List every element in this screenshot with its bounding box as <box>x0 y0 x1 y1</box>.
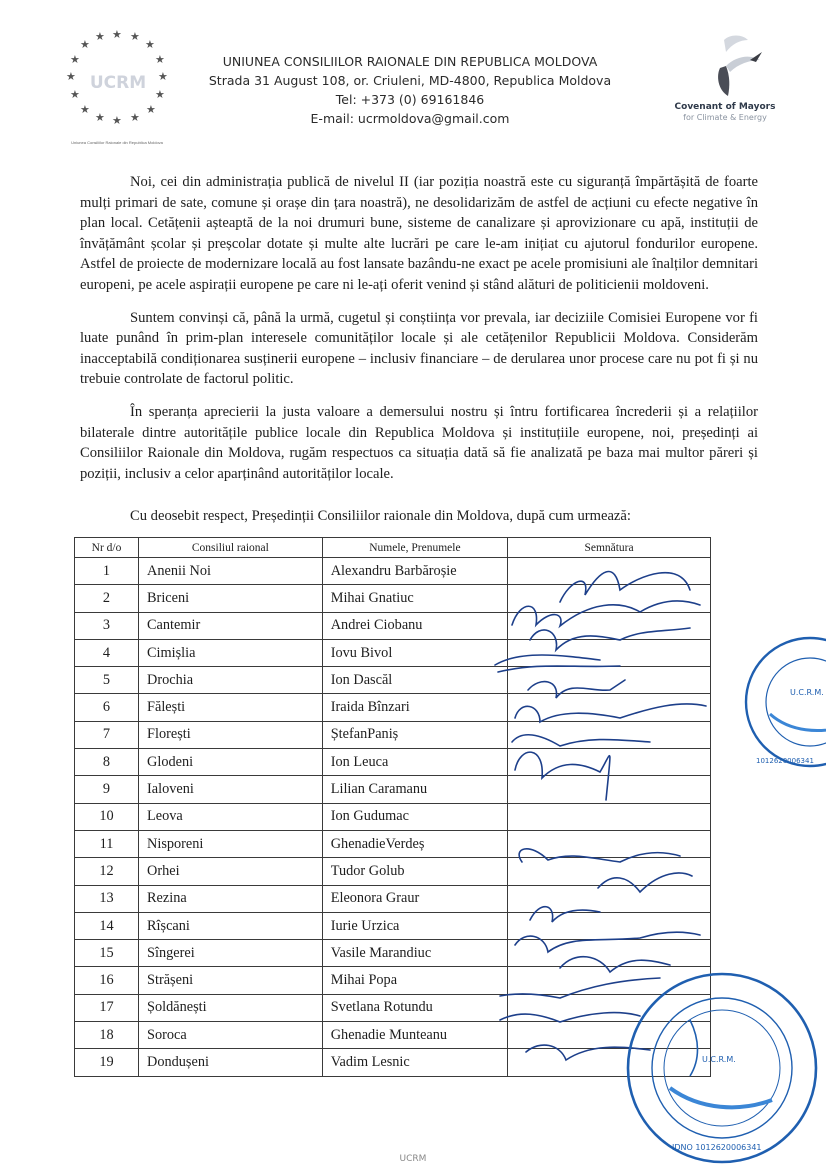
signature-cell <box>508 749 711 776</box>
council-name: Rîșcani <box>139 912 323 939</box>
council-name: Cimișlia <box>139 639 323 666</box>
row-number: 11 <box>75 830 139 857</box>
svg-text:★: ★ <box>112 28 122 41</box>
column-header-number: Nr d/o <box>75 538 139 558</box>
president-name: Lilian Caramanu <box>322 776 507 803</box>
president-name: Iraida Bînzari <box>322 694 507 721</box>
council-name: Sîngerei <box>139 940 323 967</box>
row-number: 17 <box>75 994 139 1021</box>
council-name: Nisporeni <box>139 830 323 857</box>
council-name: Ialoveni <box>139 776 323 803</box>
signature-cell <box>508 912 711 939</box>
council-name: Orhei <box>139 858 323 885</box>
table-row <box>75 667 711 694</box>
table-row <box>75 776 711 803</box>
signature-cell <box>508 776 711 803</box>
letterhead <box>0 0 826 165</box>
row-number: 4 <box>75 639 139 666</box>
svg-text:★: ★ <box>130 111 140 124</box>
row-number: 6 <box>75 694 139 721</box>
council-name: Fălești <box>139 694 323 721</box>
svg-text:★: ★ <box>95 111 105 124</box>
signature-cell <box>508 830 711 857</box>
council-name: Strășeni <box>139 967 323 994</box>
table-row <box>75 721 711 748</box>
table-row <box>75 639 711 666</box>
signature-cell <box>508 858 711 885</box>
table-row <box>75 940 711 967</box>
signature-cell <box>508 694 711 721</box>
svg-text:★: ★ <box>95 30 105 43</box>
svg-text:★: ★ <box>145 38 155 51</box>
organization-name: UNIUNEA CONSILIILOR RAIONALE DIN REPUBLICA MOLDOVA <box>222 54 598 69</box>
organization-email: E-mail: ucrmoldova@gmail.com <box>310 111 510 126</box>
president-name: Ghenadie Munteanu <box>322 1022 507 1049</box>
svg-text:★: ★ <box>70 53 80 66</box>
svg-text:★: ★ <box>155 88 165 101</box>
table-header-row <box>75 538 711 558</box>
svg-text:★: ★ <box>130 30 140 43</box>
ucrm-logo <box>52 18 182 148</box>
president-name: Andrei Ciobanu <box>322 612 507 639</box>
row-number: 8 <box>75 749 139 776</box>
page-footer: UCRM <box>399 1154 427 1164</box>
table-row <box>75 1022 711 1049</box>
closing-line: Cu deosebit respect, Președinții Consiliilor raionale din Moldova, după cum urmează: <box>130 508 631 524</box>
signature-cell <box>508 612 711 639</box>
president-name: Alexandru Barbăroșie <box>322 558 507 585</box>
svg-text:★: ★ <box>112 114 122 127</box>
row-number: 18 <box>75 1022 139 1049</box>
table-row <box>75 1049 711 1076</box>
row-number: 1 <box>75 558 139 585</box>
council-name: Soroca <box>139 1022 323 1049</box>
small-stamp <box>746 638 826 766</box>
table-row <box>75 558 711 585</box>
president-name: Vadim Lesnic <box>322 1049 507 1076</box>
svg-text:★: ★ <box>66 70 76 83</box>
signature-cell <box>508 940 711 967</box>
ucrm-logo-caption: Uniunea Consiliilor Raionale din Republica Moldova <box>71 140 163 145</box>
council-name: Cantemir <box>139 612 323 639</box>
president-name: Vasile Marandiuc <box>322 940 507 967</box>
row-number: 12 <box>75 858 139 885</box>
president-name: Ion Gudumac <box>322 803 507 830</box>
signature-cell <box>508 994 711 1021</box>
svg-text:★: ★ <box>80 38 90 51</box>
council-name: Leova <box>139 803 323 830</box>
row-number: 13 <box>75 885 139 912</box>
signature-cell <box>508 1049 711 1076</box>
signature-cell <box>508 885 711 912</box>
president-name: Tudor Golub <box>322 858 507 885</box>
table-row <box>75 749 711 776</box>
signature-cell <box>508 967 711 994</box>
council-name: Anenii Noi <box>139 558 323 585</box>
table-row <box>75 967 711 994</box>
council-name: Glodeni <box>139 749 323 776</box>
large-stamp-center-text: U.C.R.M. <box>702 1055 736 1064</box>
president-name: GhenadieVerdeș <box>322 830 507 857</box>
covenant-of-mayors-icon <box>690 30 770 102</box>
table-row <box>75 585 711 612</box>
row-number: 10 <box>75 803 139 830</box>
signature-cell <box>508 558 711 585</box>
row-number: 15 <box>75 940 139 967</box>
president-name: Mihai Popa <box>322 967 507 994</box>
covenant-subtitle: for Climate & Energy <box>683 113 767 122</box>
signature-cell <box>508 667 711 694</box>
council-name: Rezina <box>139 885 323 912</box>
svg-text:★: ★ <box>158 70 168 83</box>
council-name: Briceni <box>139 585 323 612</box>
council-name: Șoldănești <box>139 994 323 1021</box>
council-name: Dondușeni <box>139 1049 323 1076</box>
table-row <box>75 803 711 830</box>
table-row <box>75 694 711 721</box>
signatures-table <box>74 537 711 1077</box>
president-name: Svetlana Rotundu <box>322 994 507 1021</box>
row-number: 5 <box>75 667 139 694</box>
president-name: Ion Leuca <box>322 749 507 776</box>
signature-cell <box>508 585 711 612</box>
president-name: Iovu Bivol <box>322 639 507 666</box>
ucrm-star-ring-logo-icon <box>52 18 182 148</box>
column-header-signature: Semnătura <box>508 538 711 558</box>
president-name: Ion Dascăl <box>322 667 507 694</box>
table-row <box>75 912 711 939</box>
row-number: 9 <box>75 776 139 803</box>
row-number: 19 <box>75 1049 139 1076</box>
president-name: Iurie Urzica <box>322 912 507 939</box>
small-stamp-number: 1012620006341 <box>756 757 814 765</box>
table-row <box>75 994 711 1021</box>
column-header-name: Numele, Prenumele <box>322 538 507 558</box>
paragraph: Suntem convinși că, până la urmă, cugetul și conștiința vor prevala, iar deciziile Comisiei Europene vor fi luate punând în prim-plan interesele comunităților locale și ale cetățenilor Republicii Moldova. Considerăm inacceptabilă condiționarea susținerii europene – inclusiv financiare – de derularea unor procese care nu pot fi și nu trebuie controlate de factorul politic. <box>80 309 758 388</box>
svg-text:★: ★ <box>155 53 165 66</box>
table-row <box>75 612 711 639</box>
row-number: 3 <box>75 612 139 639</box>
organization-phone: Tel: +373 (0) 69161846 <box>335 92 485 107</box>
row-number: 14 <box>75 912 139 939</box>
large-stamp-number: IDNO 1012620006341 <box>672 1143 762 1152</box>
council-name: Drochia <box>139 667 323 694</box>
signature-cell <box>508 803 711 830</box>
svg-text:★: ★ <box>70 88 80 101</box>
president-name: ȘtefanPaniș <box>322 721 507 748</box>
column-header-council: Consiliul raional <box>139 538 323 558</box>
president-name: Eleonora Graur <box>322 885 507 912</box>
letter-body <box>80 172 758 496</box>
table-row <box>75 885 711 912</box>
signature-cell <box>508 721 711 748</box>
table-row <box>75 830 711 857</box>
row-number: 16 <box>75 967 139 994</box>
table-row <box>75 858 711 885</box>
covenant-title: Covenant of Mayors <box>674 102 776 112</box>
small-stamp-center-text: U.C.R.M. <box>790 688 824 697</box>
covenant-of-mayors-logo <box>660 30 790 130</box>
signature-cell <box>508 1022 711 1049</box>
president-name: Mihai Gnatiuc <box>322 585 507 612</box>
row-number: 7 <box>75 721 139 748</box>
ucrm-logo-text: UCRM <box>89 73 147 93</box>
svg-text:★: ★ <box>146 103 156 116</box>
paragraph: În speranța aprecierii la justa valoare a demersului nostru și întru fortificarea încrederii și a relațiilor bilaterale dintre autoritățile publice locale din Republica Moldova și instituțiile europene, noi, președinți ai Consiliilor Raionale din Moldova, rugăm respectuos ca situația dată să fie analizată pe baza mai multor păreri și poziții, inclusiv a celor aparținând autorităților locale. <box>80 403 758 482</box>
paragraph: Noi, cei din administrația publică de nivelul II (iar poziția noastră este cu siguranță împărtășită de foarte mulți primari de sate, comune și orașe din țara noastră), ne desolidarizăm de astfel de acțiuni cu efecte negative în plan local. Cetățenii așteaptă de la noi drumuri bune, sisteme de canalizare și aprovizionare cu apă, instituții de învățământ școlar și preșcolar dotate și multe alte lucrări pe care le-am inițiat cu ajutorul fondurilor europene. Astfel de proiecte de modernizare locală au fost lansate bazându-ne exact pe acele promisiuni ale înalților demnitari europeni, pe acele aspirații europene pe care ni le-ați oferit venind și stând alături de politicienii moldoveni. <box>80 174 758 293</box>
council-name: Florești <box>139 721 323 748</box>
row-number: 2 <box>75 585 139 612</box>
signature-cell <box>508 639 711 666</box>
organization-info <box>200 52 620 128</box>
svg-text:★: ★ <box>80 103 90 116</box>
organization-address: Strada 31 August 108, or. Criuleni, MD-4800, Republica Moldova <box>208 73 612 88</box>
